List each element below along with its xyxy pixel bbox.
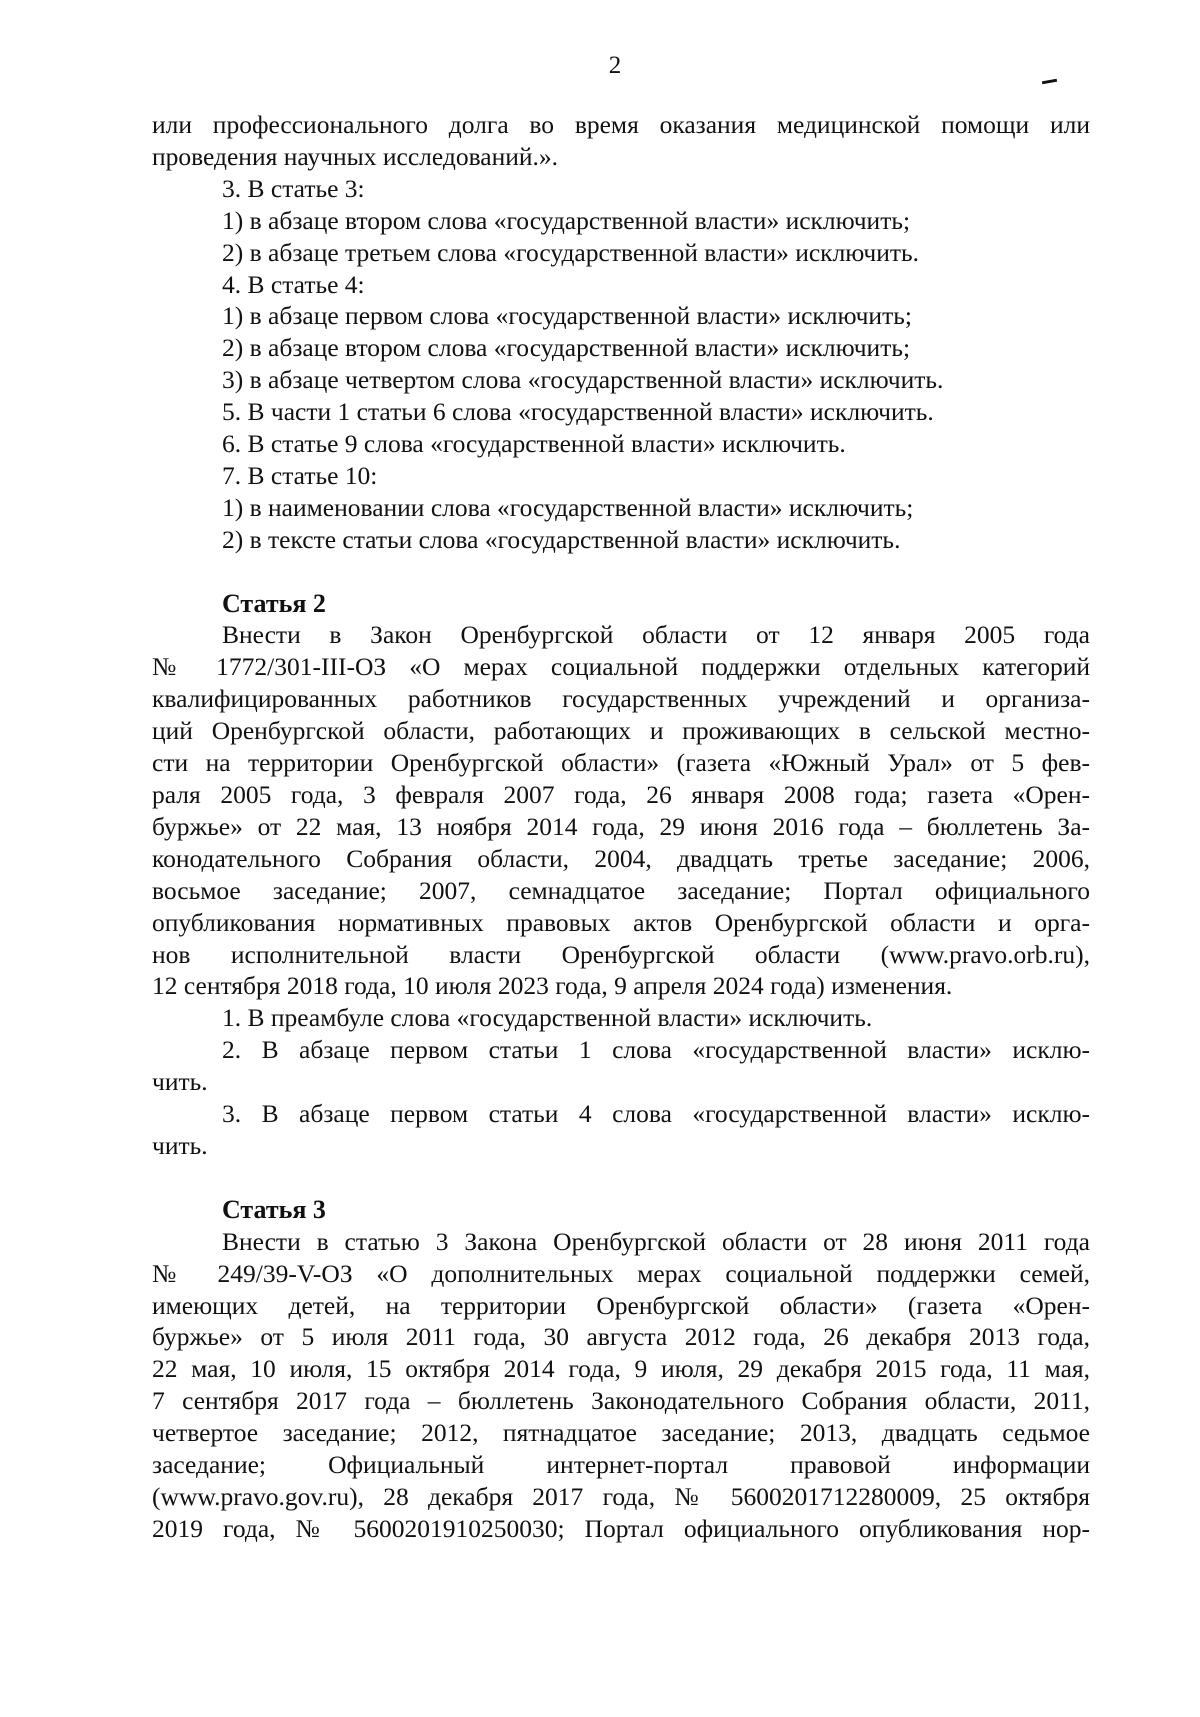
list-item: 1) в наименовании слова «государственной власти» исключить; <box>222 492 914 522</box>
article-3-line: 22 мая, 10 июля, 15 октября 2014 года, 9 июля, 29 декабря 2015 года, 11 мая, <box>152 1354 1090 1384</box>
list-item: 6. В статье 9 слова «государственной власти» исключить. <box>222 429 846 459</box>
article-2-heading: Статья 2 <box>222 588 326 618</box>
list-item: 5. В части 1 статьи 6 слова «государственной власти» исключить. <box>222 397 934 427</box>
list-item: 3) в абзаце четвертом слова «государственной власти» исключить. <box>222 365 944 395</box>
article-3-line: 7 сентября 2017 года – бюллетень Законодательного Собрания области, 2011, <box>152 1386 1090 1416</box>
article-2-line: восьмое заседание; 2007, семнадцатое заседание; Портал официального <box>152 875 1090 905</box>
article-2-line: № 1772/301-III-ОЗ «О мерах социальной поддержки отдельных категорий <box>152 652 1090 682</box>
article-2-item: 2. В абзаце первом статьи 1 слова «государственной власти» исклю- <box>222 1035 1090 1065</box>
article-2-item: 1. В преамбуле слова «государственной власти» исключить. <box>222 1003 873 1033</box>
article-3-line: № 249/39-V-ОЗ «О дополнительных мерах социальной поддержки семей, <box>152 1258 1090 1288</box>
article-2-item: чить. <box>152 1067 208 1097</box>
document-body <box>152 109 1090 1545</box>
list-item: 2) в тексте статьи слова «государственной власти» исключить. <box>222 524 901 554</box>
list-item: 2) в абзаце третьем слова «государственной власти» исключить. <box>222 237 919 267</box>
article-3-line: (www.pravo.gov.ru), 28 декабря 2017 года, № 5600201712280009, 25 октября <box>152 1481 1090 1511</box>
list-item: 1) в абзаце первом слова «государственной власти» исключить; <box>222 301 912 331</box>
spacer <box>152 1162 1090 1194</box>
article-2-line: раля 2005 года, 3 февраля 2007 года, 26 января 2008 года; газета «Орен- <box>152 780 1090 810</box>
article-2-line: 12 сентября 2018 года, 10 июля 2023 года, 9 апреля 2024 года) изменения. <box>152 971 953 1001</box>
article-2-item: 3. В абзаце первом статьи 4 слова «государственной власти» исклю- <box>222 1099 1090 1129</box>
article-2-line: буржье» от 22 мая, 13 ноября 2014 года, 29 июня 2016 года – бюллетень За- <box>152 811 1090 841</box>
article-2-line: опубликования нормативных правовых актов Оренбургской области и орга- <box>152 907 1090 937</box>
article-3-line: имеющих детей, на территории Оренбургской области» (газета «Орен- <box>152 1290 1090 1320</box>
article-3-line: Внести в статью 3 Закона Оренбургской области от 28 июня 2011 года <box>222 1226 1090 1256</box>
article-3-line: четвертое заседание; 2012, пятнадцатое заседание; 2013, двадцать седьмое <box>152 1418 1090 1448</box>
article-2-line: Внести в Закон Оренбургской области от 12 января 2005 года <box>222 620 1090 650</box>
article-2-line: сти на территории Оренбургской области» (газета «Южный Урал» от 5 фев- <box>152 748 1090 778</box>
intro-line: проведения научных исследований.». <box>152 141 559 171</box>
article-3-line: заседание; Официальный интернет-портал правовой информации <box>152 1450 1090 1480</box>
list-item: 2) в абзаце втором слова «государственной власти» исключить; <box>222 333 911 363</box>
list-item: 7. В статье 10: <box>222 460 378 490</box>
list-item: 1) в абзаце втором слова «государственной власти» исключить; <box>222 205 911 235</box>
spacer <box>152 556 1090 588</box>
article-3-heading: Статья 3 <box>222 1194 326 1224</box>
article-2-line: ций Оренбургской области, работающих и проживающих в сельской местно- <box>152 716 1090 746</box>
article-3-line: 2019 года, № 5600201910250030; Портал официального опубликования нор- <box>152 1513 1090 1543</box>
intro-line: или профессионального долга во время оказания медицинской помощи или <box>152 110 1090 139</box>
article-2-line: конодательного Собрания области, 2004, двадцать третье заседание; 2006, <box>152 843 1090 873</box>
article-2-item: чить. <box>152 1130 208 1160</box>
article-2-line: нов исполнительной власти Оренбургской области (www.pravo.orb.ru), <box>152 939 1090 969</box>
list-item: 4. В статье 4: <box>222 269 365 299</box>
article-2-line: квалифицированных работников государственных учреждений и организа- <box>152 684 1090 714</box>
article-3-line: буржье» от 5 июля 2011 года, 30 августа 2012 года, 26 декабря 2013 года, <box>152 1322 1090 1352</box>
list-item: 3. В статье 3: <box>222 173 365 203</box>
page-number: 2 <box>608 52 622 79</box>
